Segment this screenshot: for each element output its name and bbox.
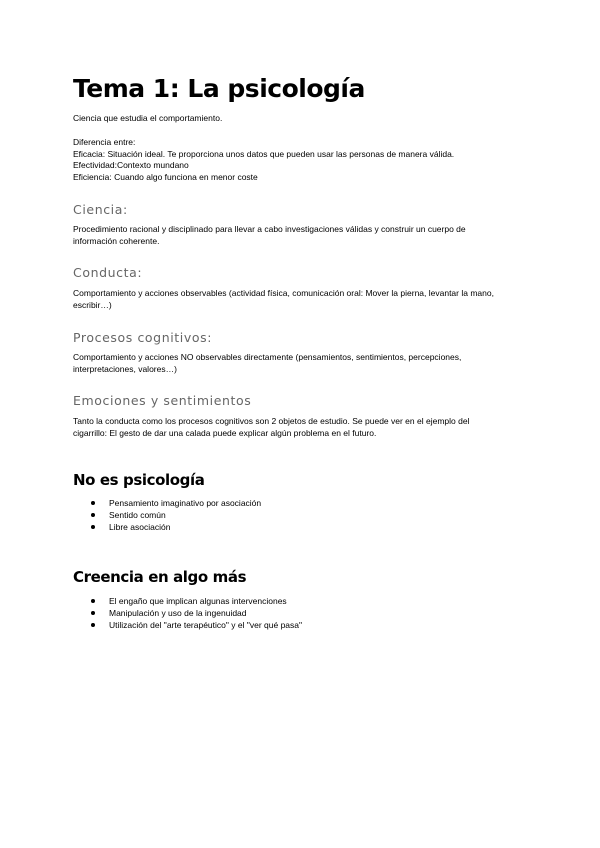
- section-heading-ciencia: Ciencia:: [73, 202, 128, 217]
- list-item: [89, 521, 261, 533]
- differences-line: Eficiencia: Cuando algo funciona en menor coste: [73, 171, 258, 182]
- bullet-icon: [91, 611, 95, 615]
- creencia-list: [89, 595, 302, 631]
- differences-heading: Diferencia entre:: [73, 137, 136, 147]
- section-text-emociones: [73, 416, 533, 439]
- differences-block: [73, 137, 533, 183]
- list-item-text: Utilización del "arte terapéutico" y el "ver qué pasa": [109, 620, 303, 630]
- section-line: cigarrillo: El gesto de dar una calada puede explicar algún problema en el futuro.: [73, 427, 377, 438]
- section-heading-conducta: Conducta:: [73, 265, 143, 280]
- section-line: Procedimiento racional y disciplinado para llevar a cabo investigaciones válidas y construir un cuerpo de: [73, 224, 466, 234]
- bullet-icon: [91, 525, 95, 529]
- list-item-text: Libre asociación: [109, 522, 171, 532]
- list-item-text: El engaño que implican algunas intervenciones: [109, 596, 287, 606]
- section-line: Comportamiento y acciones observables (actividad física, comunicación oral: Mover la pierna, levantar la mano,: [73, 288, 494, 298]
- intro-line: Ciencia que estudia el comportamiento.: [73, 113, 223, 123]
- differences-line: Efectividad:Contexto mundano: [73, 160, 189, 170]
- list-item-text: Pensamiento imaginativo por asociación: [109, 498, 262, 508]
- section-line: escribir…): [73, 299, 112, 310]
- section-line: interpretaciones, valores…): [73, 363, 177, 374]
- section-text-ciencia: [73, 224, 533, 247]
- section-heading-procesos-cognitivos: Procesos cognitivos:: [73, 330, 213, 345]
- section-heading-emociones: Emociones y sentimientos: [73, 393, 252, 408]
- bullet-icon: [91, 513, 95, 517]
- list-item: [89, 619, 302, 631]
- section-text-procesos-cognitivos: [73, 352, 533, 375]
- section-line: información coherente.: [73, 235, 160, 246]
- heading-creencia-en-algo-mas: Creencia en algo más: [73, 568, 247, 586]
- list-item: [89, 607, 302, 619]
- section-line: Comportamiento y acciones NO observables directamente (pensamientos, sentimientos, percepciones,: [73, 352, 462, 362]
- intro-text: [73, 113, 533, 125]
- list-item-text: Sentido común: [109, 510, 166, 520]
- bullet-icon: [91, 501, 95, 505]
- list-item: [89, 509, 261, 521]
- differences-line: Eficacia: Situación ideal. Te proporciona unos datos que pueden usar las personas de manera válida.: [73, 148, 455, 159]
- bullet-icon: [91, 599, 95, 603]
- section-line: Tanto la conducta como los procesos cognitivos son 2 objetos de estudio. Se puede ver en el ejemplo del: [73, 416, 470, 426]
- list-item: [89, 497, 261, 509]
- list-item: [89, 595, 302, 607]
- bullet-icon: [91, 623, 95, 627]
- list-item-text: Manipulación y uso de la ingenuidad: [109, 608, 247, 618]
- section-text-conducta: [73, 288, 533, 311]
- no-es-psicologia-list: [89, 497, 261, 533]
- page-title: Tema 1: La psicología: [73, 74, 365, 103]
- heading-no-es-psicologia: No es psicología: [73, 471, 205, 489]
